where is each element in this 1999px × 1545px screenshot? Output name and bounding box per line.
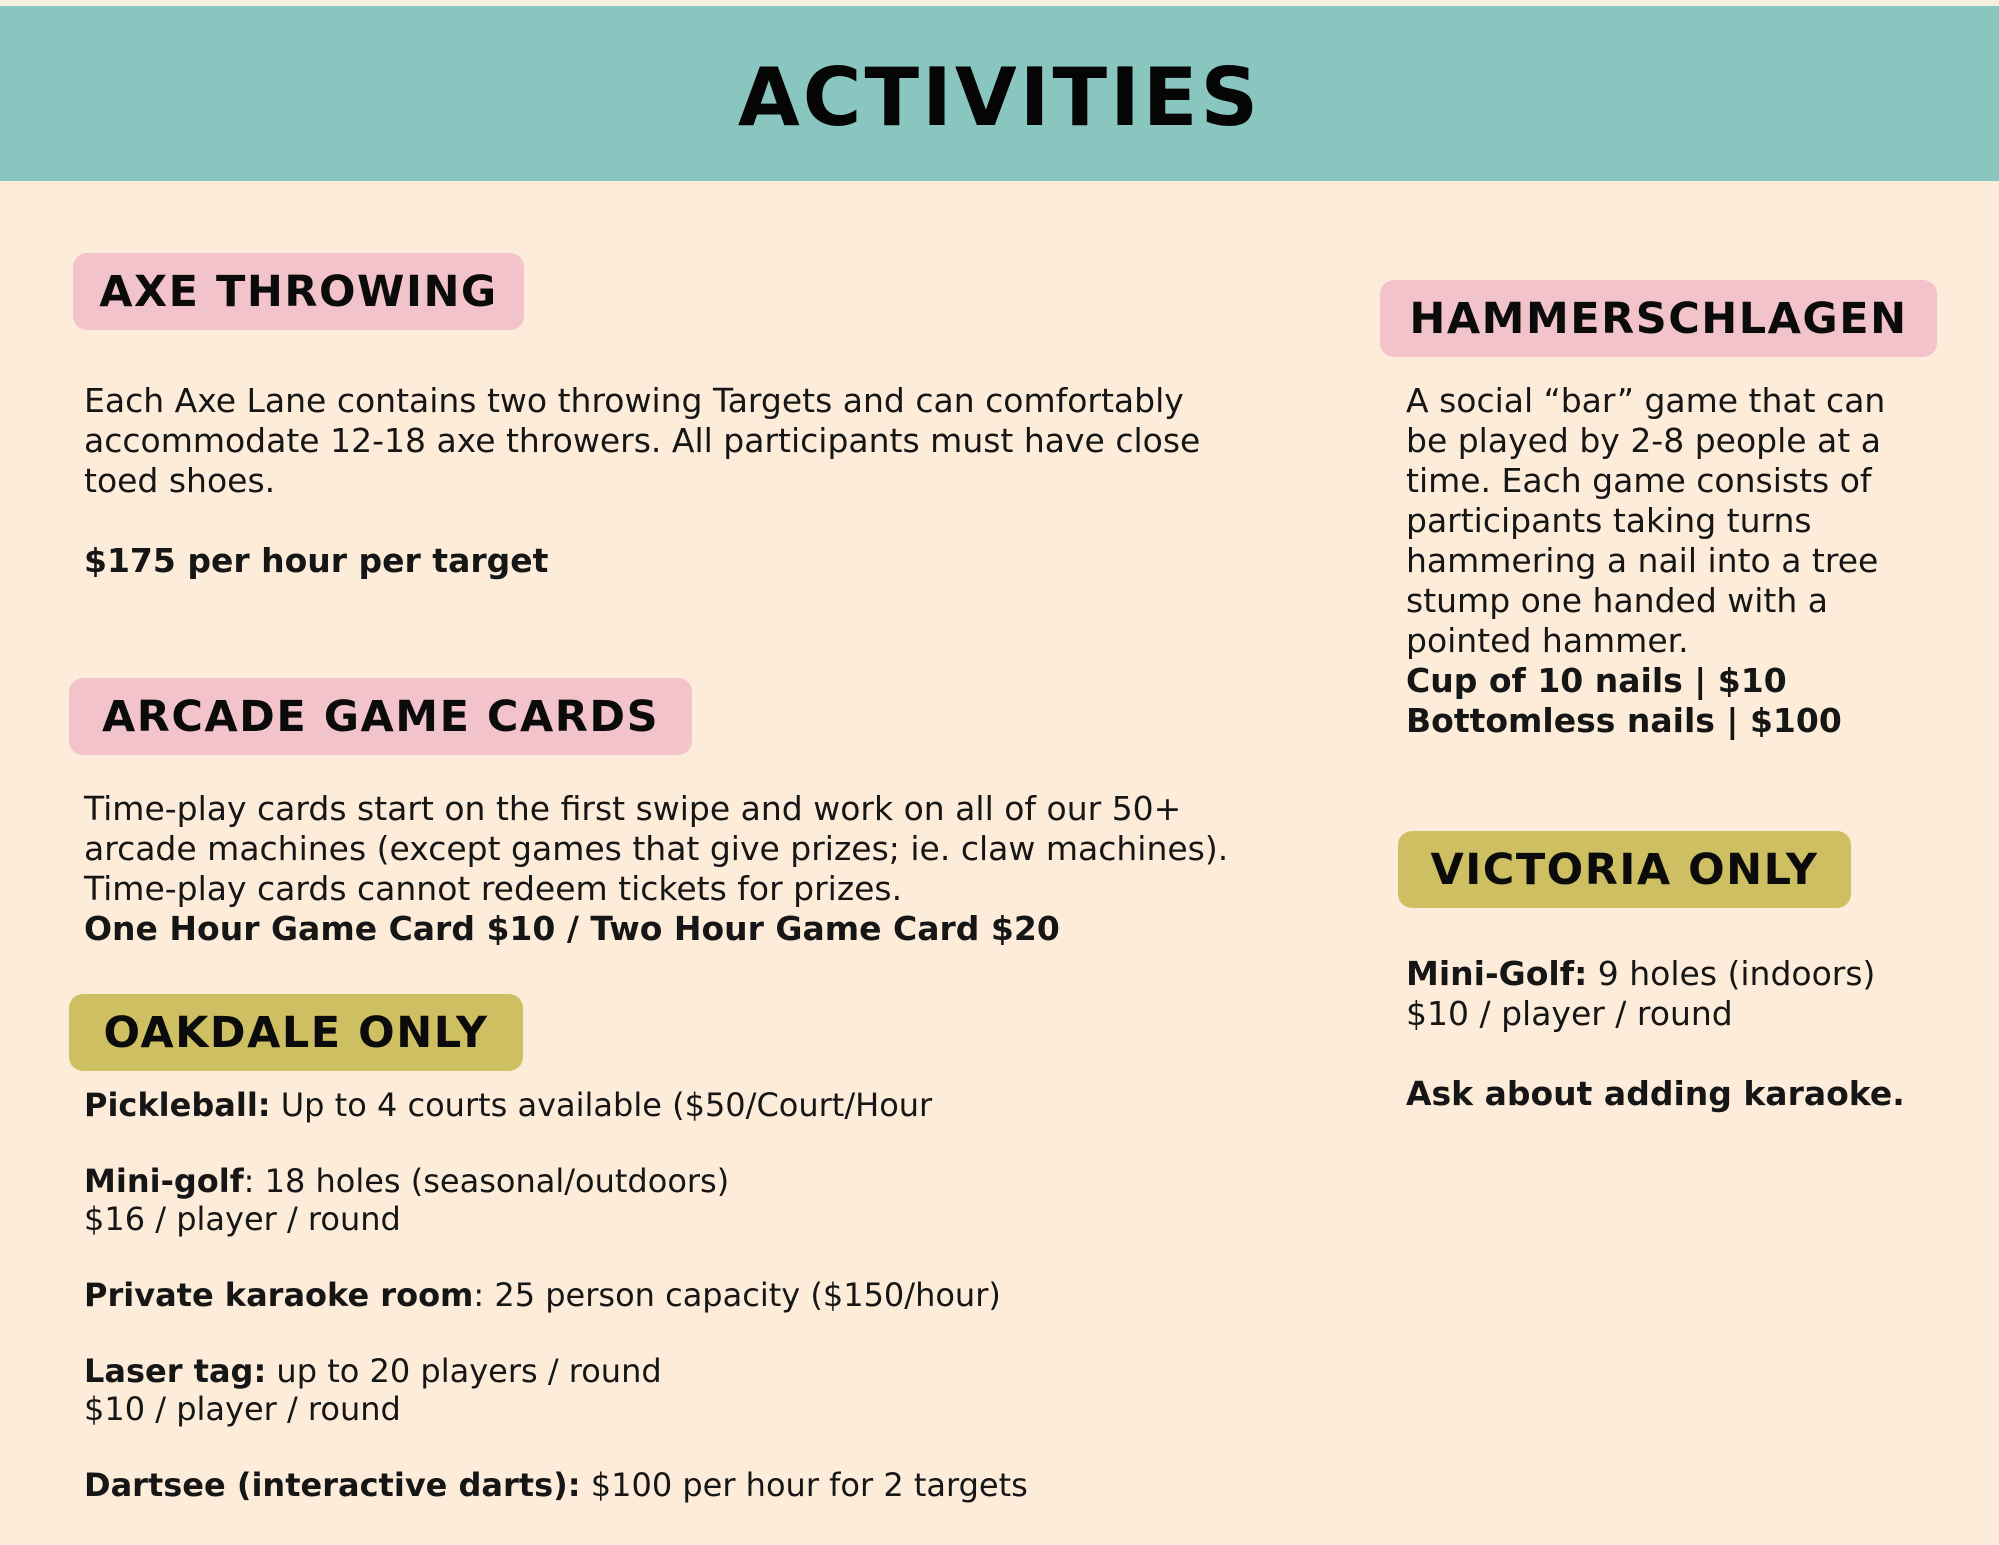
hammerschlagen-price-bottomless: Bottomless nails | $100 xyxy=(1406,701,1842,740)
victoria-heading xyxy=(1398,831,1851,908)
axe-throwing-price: $175 per hour per target xyxy=(84,541,549,580)
hammerschlagen-heading-text: HAMMERSCHLAGEN xyxy=(1409,293,1908,344)
dartsee-label: Dartsee (interactive darts): xyxy=(84,1466,581,1504)
page-header xyxy=(0,6,1999,181)
pickleball-label: Pickleball: xyxy=(84,1086,271,1124)
page-title: ACTIVITIES xyxy=(737,51,1262,144)
oakdale-heading xyxy=(69,994,523,1071)
mini-golf-text: : 18 holes (seasonal/outdoors) xyxy=(243,1162,730,1200)
axe-throwing-heading-text: AXE THROWING xyxy=(99,266,498,317)
oakdale-heading-text: OAKDALE ONLY xyxy=(103,1007,489,1058)
hammerschlagen-section xyxy=(1406,381,1966,741)
pickleball-text: Up to 4 courts available ($50/Court/Hour xyxy=(270,1086,933,1124)
oakdale-list xyxy=(84,1086,1284,1504)
karaoke-text: : 25 person capacity ($150/hour) xyxy=(473,1276,1001,1314)
axe-throwing-description: Each Axe Lane contains two throwing Targets and can comfortably accommodate 12-18 axe throwers. All participants must have close toed shoes. xyxy=(84,381,1201,500)
oakdale-item-dartsee xyxy=(84,1466,1284,1504)
laser-tag-price: $10 / player / round xyxy=(84,1390,401,1428)
victoria-heading-text: VICTORIA ONLY xyxy=(1430,844,1819,895)
laser-tag-label: Laser tag: xyxy=(84,1352,267,1390)
hammerschlagen-heading xyxy=(1380,280,1937,357)
oakdale-item-karaoke xyxy=(84,1276,1284,1314)
oakdale-item-pickleball xyxy=(84,1086,1284,1124)
mini-golf-price: $16 / player / round xyxy=(84,1200,401,1238)
arcade-heading-text: ARCADE GAME CARDS xyxy=(101,691,660,742)
karaoke-label: Private karaoke room xyxy=(84,1276,474,1314)
victoria-mini-golf-text: 9 holes (indoors) xyxy=(1587,954,1876,993)
victoria-mini-golf-label: Mini-Golf: xyxy=(1406,954,1588,993)
hammerschlagen-description: A social “bar” game that can be played by 2-8 people at a time. Each game consists of participants taking turns hammering a nail into a tree stump one handed with a pointed hammer. xyxy=(1406,381,1886,660)
victoria-mini-golf xyxy=(1406,954,1966,994)
victoria-karaoke-note: Ask about adding karaoke. xyxy=(1406,1074,1905,1113)
axe-throwing-heading xyxy=(73,253,524,330)
arcade-section xyxy=(84,789,1344,949)
victoria-section xyxy=(1406,954,1966,1114)
arcade-price: One Hour Game Card $10 / Two Hour Game Card $20 xyxy=(84,909,1060,948)
oakdale-item-mini-golf xyxy=(84,1162,1284,1200)
hammerschlagen-price-cup: Cup of 10 nails | $10 xyxy=(1406,661,1787,700)
arcade-heading xyxy=(69,678,692,755)
laser-tag-text: up to 20 players / round xyxy=(266,1352,662,1390)
mini-golf-label: Mini-golf xyxy=(84,1162,244,1200)
victoria-mini-golf-price: $10 / player / round xyxy=(1406,994,1733,1033)
arcade-description: Time-play cards start on the first swipe and work on all of our 50+ arcade machines (except games that give prizes; ie. claw machines). Time-play cards cannot redeem tickets for prizes. xyxy=(84,789,1229,908)
axe-throwing-section xyxy=(84,381,1334,581)
dartsee-text: $100 per hour for 2 targets xyxy=(580,1466,1028,1504)
oakdale-item-laser-tag xyxy=(84,1352,1284,1390)
